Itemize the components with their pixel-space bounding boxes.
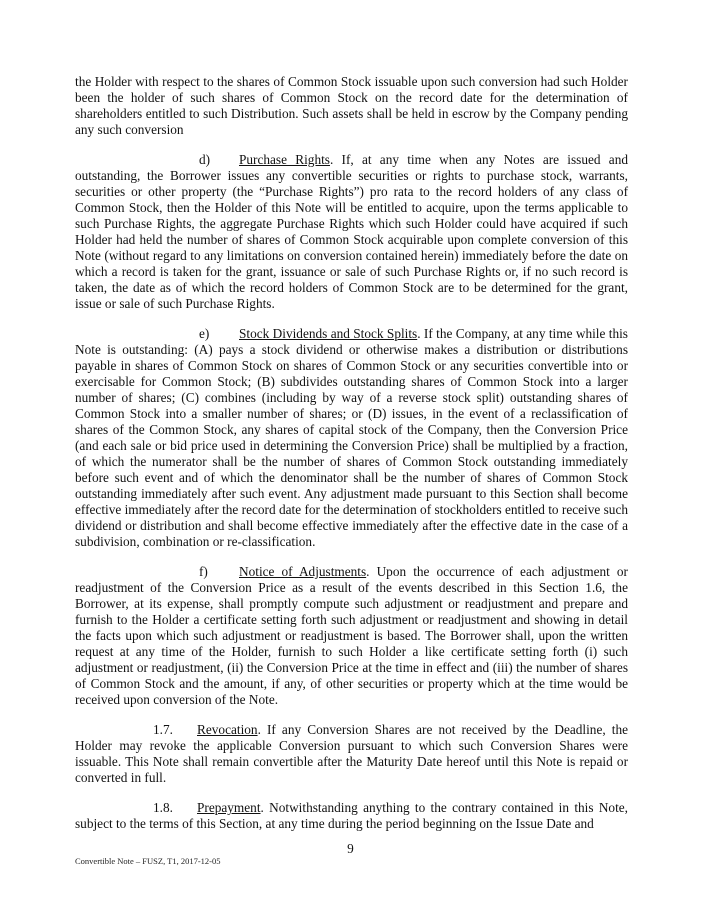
page-number: 9 (347, 841, 354, 856)
paragraph-text: . Upon the occurrence of each adjustment or readjustment of the Conversion Price as a result of the events described in this Section 1.6, the Borrower, at its expense, shall promptly compute such adjustment or readjustment and prepare and furnish to the Holder a certificate setting forth such adjustment or readjustment and showing in detail the facts upon which such adjustment or readjustment is based. The Borrower shall, upon the written request at any time of the Holder, furnish to such Holder a like certificate setting forth (i) such adjustment or readjustment, (ii) the Conversion Price at the time in effect and (iii) the number of shares of Common Stock and the amount, if any, of other securities or property which at the time would be received upon conversion of the Note. (75, 564, 628, 707)
section-heading: Prepayment (197, 800, 261, 815)
section-text: . If any Conversion Shares are not received by the Deadline, the Holder may revoke the applicable Conversion pursuant to which such Conversion Shares were issuable. This Note shall remain convertible after the Maturity Date hereof until this Note is repaid or converted in full. (75, 722, 628, 785)
paragraph-heading: Notice of Adjustments (239, 564, 367, 579)
document-page (75, 74, 628, 846)
paragraph-continuation (75, 74, 628, 138)
section-1-7-revocation (75, 722, 628, 786)
paragraph-label: e) (199, 326, 210, 341)
section-number: 1.8. (153, 800, 173, 815)
section-text: . Notwithstanding anything to the contrary contained in this Note, subject to the terms of this Section, at any time during the period beginning on the Issue Date and (75, 800, 628, 831)
section-1-8-prepayment (75, 800, 628, 832)
paragraph-label: f) (199, 564, 208, 579)
section-number: 1.7. (153, 722, 173, 737)
paragraph-d-purchase-rights (75, 152, 628, 312)
paragraph-f-notice-of-adjustments (75, 564, 628, 708)
paragraph-text: the Holder with respect to the shares of Common Stock issuable upon such conversion had such Holder been the holder of such shares of Common Stock on the record date for the determination of shareholders entitled to such Distribution. Such assets shall be held in escrow by the Company pending any such conversion (75, 74, 628, 137)
paragraph-label: d) (199, 152, 211, 167)
paragraph-heading: Purchase Rights (239, 152, 330, 167)
paragraph-text: . If, at any time when any Notes are issued and outstanding, the Borrower issues any convertible securities or rights to purchase stock, warrants, securities or other property (the “Purchase Rights”) pro rata to the record holders of any class of Common Stock, then the Holder of this Note will be entitled to acquire, upon the terms applicable to such Purchase Rights, the aggregate Purchase Rights which such Holder could have acquired if such Holder had held the number of shares of Common Stock acquirable upon complete conversion of this Note (without regard to any limitations on conversion contained herein) immediately before the date on which a record is taken for the grant, issuance or sale of such Purchase Rights or, if no such record is taken, the date as of which the record holders of Common Stock are to be determined for the grant, issue or sale of such Purchase Rights. (75, 152, 628, 311)
section-heading: Revocation (197, 722, 258, 737)
paragraph-text: . If the Company, at any time while this Note is outstanding: (A) pays a stock dividend or otherwise makes a distribution or distributions payable in shares of Common Stock on shares of Common Stock or any securities convertible into or exercisable for Common Stock; (B) subdivides outstanding shares of Common Stock into a larger number of shares; (C) combines (including by way of a reverse stock split) outstanding shares of Common Stock into a smaller number of shares; or (D) issues, in the event of a reclassification of shares of the Common Stock, any shares of capital stock of the Company, then the Conversion Price (and each sale or bid price used in determining the Conversion Price) shall be multiplied by a fraction, of which the numerator shall be the number of shares of Common Stock outstanding immediately before such event and of which the denominator shall be the number of shares of Common Stock outstanding immediately after such event. Any adjustment made pursuant to this Section shall become effective immediately after the record date for the determination of stockholders entitled to receive such dividend or distribution and shall become effective immediately after the effective date in the case of a subdivision, combination or re-classification. (75, 326, 628, 549)
paragraph-heading: Stock Dividends and Stock Splits (239, 326, 418, 341)
document-footer: Convertible Note – FUSZ, T1, 2017-12-05 (75, 856, 221, 866)
paragraph-e-stock-dividends (75, 326, 628, 550)
